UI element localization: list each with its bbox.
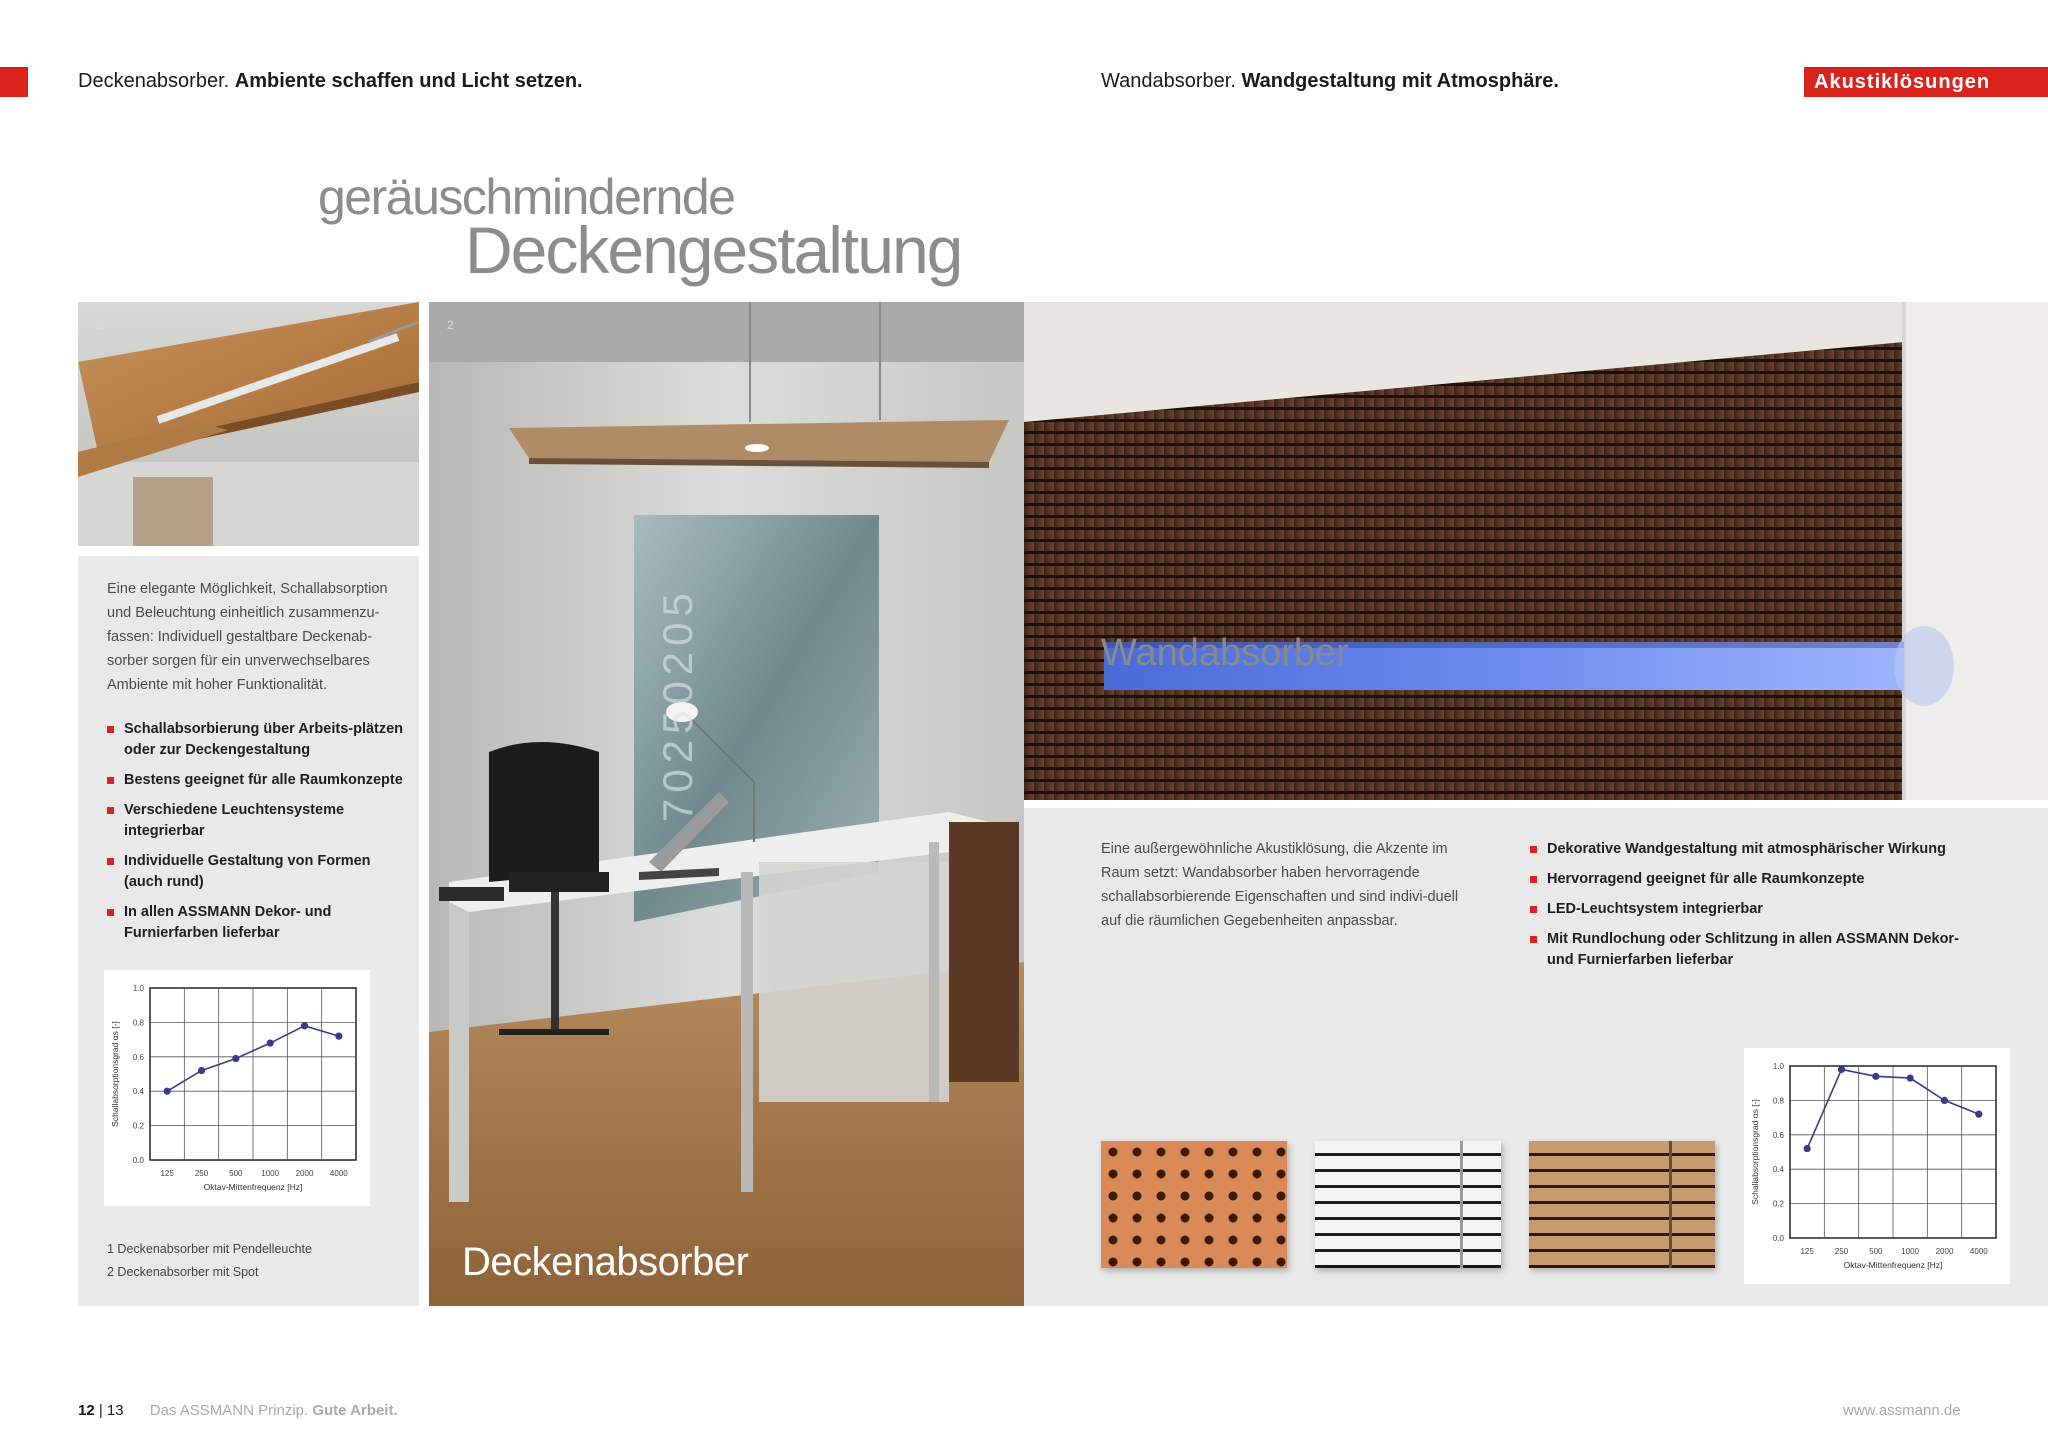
photo1-illustration	[78, 302, 419, 546]
x-tick-label: 125	[160, 1169, 174, 1178]
x-tick-label: 4000	[1969, 1247, 1988, 1256]
footer-url: www.assmann.de	[1843, 1402, 1961, 1419]
y-tick-label: 1.0	[132, 984, 144, 993]
footer-text-bold: Gute Arbeit.	[312, 1402, 398, 1419]
right-intro-text: Eine außergewöhnliche Akustiklösung, die Akzente im Raum setzt: Wandabsorber haben hervorragende schallabsorbierende Eigenschaften und sind indivi-duell auf die räumlichen Gegebenheiten anpassbar.	[1101, 841, 1459, 929]
sample3-svg	[1529, 1141, 1715, 1268]
title-line1: geräuschmindernde	[318, 169, 735, 225]
right-absorption-chart	[1744, 1048, 2010, 1284]
header-left-normal: Deckenabsorber.	[78, 70, 230, 92]
data-point	[1804, 1145, 1811, 1152]
right-bullet-1: Dekorative Wandgestaltung mit atmosphärischer Wirkung	[1530, 839, 1970, 860]
y-axis-label: Schallabsorptionsgrad αs [-]	[1750, 1099, 1760, 1205]
left-bullet-list	[107, 719, 407, 953]
y-tick-label: 0.2	[1772, 1199, 1784, 1209]
y-tick-label: 0.2	[132, 1121, 144, 1131]
x-tick-label: 4000	[329, 1169, 348, 1178]
left-bullet-2: Bestens geeignet für alle Raumkonzepte	[107, 770, 407, 791]
photo-office-deckenabsorber	[429, 302, 1024, 1306]
x-tick-label: 1000	[1901, 1247, 1920, 1256]
y-tick-label: 1.0	[1772, 1062, 1784, 1071]
footer-page-next: | 13	[98, 1402, 124, 1419]
data-point	[301, 1022, 308, 1029]
x-axis-label: Oktav-Mittenfrequenz [Hz]	[1843, 1260, 1943, 1270]
x-tick-label: 500	[1869, 1247, 1883, 1256]
data-point	[335, 1033, 342, 1040]
photo3-illustration	[1024, 302, 2048, 800]
left-bullet-3: Verschiedene Leuchtensysteme integrierbar	[107, 800, 407, 842]
chart1-svg	[1744, 1048, 2010, 1284]
poster-text: 70250205	[654, 587, 701, 822]
data-point	[1975, 1111, 1982, 1118]
x-tick-label: 1000	[261, 1169, 280, 1178]
data-point	[1907, 1074, 1914, 1081]
sample-slotted-wood	[1529, 1141, 1715, 1268]
y-tick-label: 0.4	[132, 1087, 144, 1097]
data-point	[164, 1088, 171, 1095]
photo3-label: Wandabsorber	[1101, 632, 1349, 674]
sample2-svg	[1315, 1141, 1501, 1268]
photo2-number: 2	[447, 318, 454, 332]
x-tick-label: 250	[194, 1169, 209, 1178]
photo2-illustration	[429, 302, 1024, 1306]
photo1-number: 1	[96, 318, 103, 332]
x-axis-label: Oktav-Mittenfrequenz [Hz]	[203, 1182, 303, 1192]
y-tick-label: 0.6	[1772, 1130, 1784, 1140]
data-point	[1838, 1066, 1845, 1073]
header-left	[78, 70, 583, 93]
left-captions	[107, 1238, 312, 1284]
x-tick-label: 2000	[1935, 1247, 1954, 1256]
photo-wandabsorber	[1024, 302, 2048, 800]
right-bullet-3: LED-Leuchtsystem integrierbar	[1530, 899, 1970, 920]
data-point	[198, 1067, 205, 1074]
section-tag: Akustiklösungen	[1804, 67, 2048, 97]
data-point	[1941, 1097, 1948, 1104]
chart0-svg	[104, 970, 370, 1206]
photo-ceiling-absorber-pendant	[78, 302, 419, 546]
caption-2: 2 Deckenabsorber mit Spot	[107, 1265, 259, 1279]
y-tick-label: 0.0	[132, 1156, 144, 1165]
y-tick-label: 0.8	[132, 1018, 144, 1028]
left-intro-text: Eine elegante Möglichkeit, Schallabsorption und Beleuchtung einheitlich zusammenzu-fassen: Individuell gestaltbare Deckenab-sorber sorgen für ein unverwechselbares Ambiente mit hoher Funktionalität.	[107, 581, 388, 693]
footer-left	[78, 1402, 398, 1419]
header-right	[1101, 70, 1559, 93]
y-tick-label: 0.6	[132, 1052, 144, 1062]
data-point	[1872, 1073, 1879, 1080]
y-tick-label: 0.8	[1772, 1096, 1784, 1106]
right-bullet-4: Mit Rundlochung oder Schlitzung in allen ASSMANN Dekor- und Furnierfarben lieferbar	[1530, 929, 1970, 971]
caption-1: 1 Deckenabsorber mit Pendelleuchte	[107, 1242, 312, 1256]
y-tick-label: 0.4	[1772, 1165, 1784, 1175]
sample-perforated-orange	[1101, 1141, 1287, 1268]
sample1-svg	[1101, 1141, 1287, 1268]
data-point	[232, 1055, 239, 1062]
y-tick-label: 0.0	[1772, 1234, 1784, 1243]
header-left-bold: Ambiente schaffen und Licht setzen.	[234, 70, 583, 92]
left-bullet-4: Individuelle Gestaltung von Formen (auch rund)	[107, 851, 407, 893]
x-tick-label: 500	[229, 1169, 243, 1178]
footer-text: Das ASSMANN Prinzip.	[149, 1402, 309, 1419]
x-tick-label: 250	[1834, 1247, 1849, 1256]
footer-page-current: 12	[78, 1402, 95, 1419]
data-point	[267, 1039, 274, 1046]
header-right-bold: Wandgestaltung mit Atmosphäre.	[1241, 70, 1559, 92]
y-axis-label: Schallabsorptionsgrad αs [-]	[110, 1021, 120, 1127]
header-right-normal: Wandabsorber.	[1101, 70, 1236, 92]
left-bullet-1: Schallabsorbierung über Arbeits-plätzen oder zur Deckengestaltung	[107, 719, 407, 761]
photo2-label: Deckenabsorber	[462, 1240, 749, 1284]
right-bullet-2: Hervorragend geeignet für alle Raumkonzepte	[1530, 869, 1970, 890]
sample-slotted-white	[1315, 1141, 1501, 1268]
right-bullet-list	[1530, 839, 1970, 980]
left-absorption-chart	[104, 970, 370, 1206]
title-line2: Deckengestaltung	[465, 213, 962, 287]
left-bullet-5: In allen ASSMANN Dekor- und Furnierfarben lieferbar	[107, 902, 407, 944]
x-tick-label: 125	[1800, 1247, 1814, 1256]
left-red-marker	[0, 67, 28, 97]
x-tick-label: 2000	[295, 1169, 314, 1178]
